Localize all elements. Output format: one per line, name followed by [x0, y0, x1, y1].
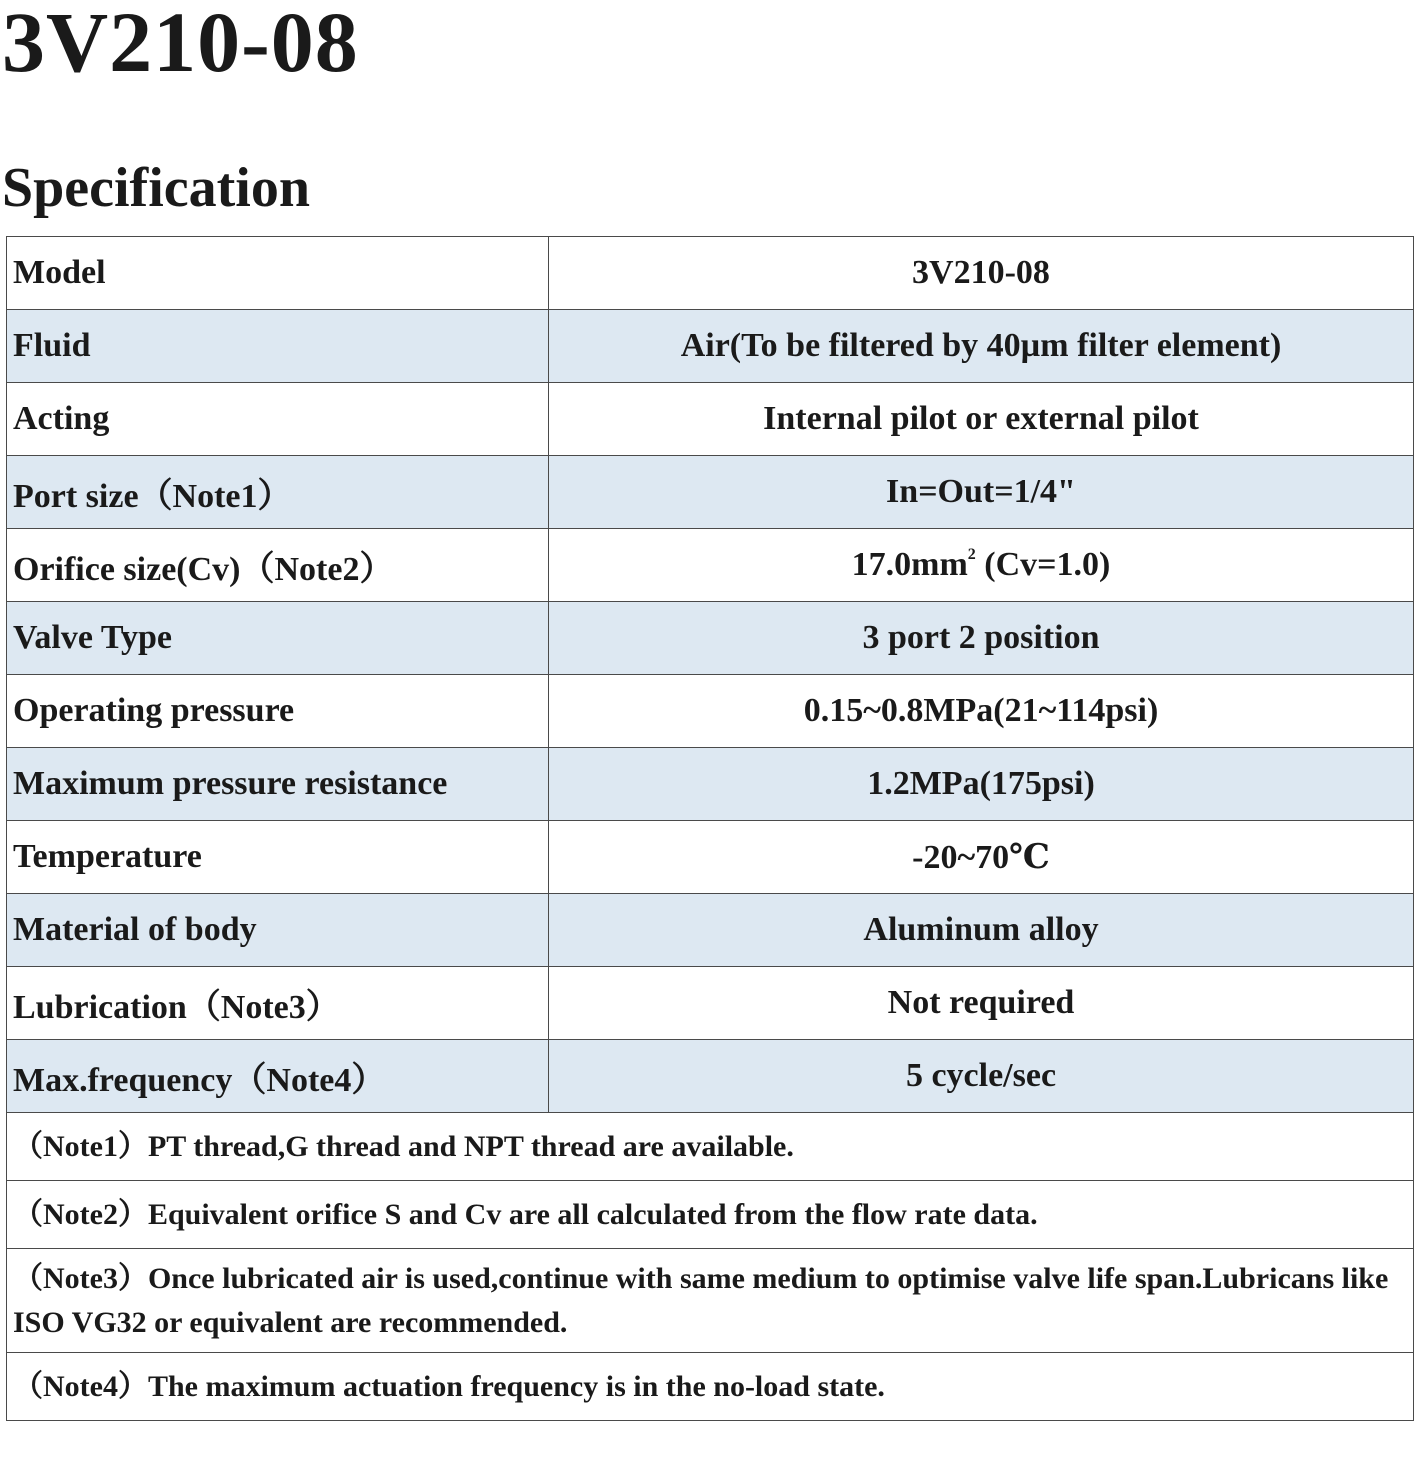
spec-label: Temperature [7, 821, 549, 894]
note-row-1 [7, 1113, 1414, 1181]
spec-row-acting [7, 383, 1414, 456]
spec-label: Fluid [7, 310, 549, 383]
spec-label: Acting [7, 383, 549, 456]
note-row-2 [7, 1181, 1414, 1249]
spec-value: Aluminum alloy [549, 894, 1414, 967]
spec-row-operating-pressure [7, 675, 1414, 748]
spec-value: Internal pilot or external pilot [549, 383, 1414, 456]
spec-row-temperature [7, 821, 1414, 894]
spec-label: Model [7, 237, 549, 310]
spec-row-valve-type [7, 602, 1414, 675]
spec-label: Max.frequency（Note4） [7, 1040, 549, 1113]
note-row-4 [7, 1353, 1414, 1421]
spec-row-model [7, 237, 1414, 310]
spec-value: 0.15~0.8MPa(21~114psi) [549, 675, 1414, 748]
spec-table [6, 236, 1414, 1421]
spec-value: Air(To be filtered by 40µm filter element) [549, 310, 1414, 383]
model-title: 3V210-08 [2, 0, 359, 90]
spec-label: Valve Type [7, 602, 549, 675]
spec-value: Not required [549, 967, 1414, 1040]
orifice-value-superscript: 2 [967, 545, 976, 563]
spec-label: Port size（Note1） [7, 456, 549, 529]
orifice-value-cv: (Cv=1.0) [975, 546, 1111, 583]
spec-value: 3V210-08 [549, 237, 1414, 310]
spec-label: Maximum pressure resistance [7, 748, 549, 821]
spec-label: Lubrication（Note3） [7, 967, 549, 1040]
note-text: （Note2）Equivalent orifice S and Cv are all calculated from the flow rate data. [7, 1181, 1414, 1249]
note-row-3 [7, 1249, 1414, 1353]
spec-value [549, 529, 1414, 602]
note-text: （Note1）PT thread,G thread and NPT thread are available. [7, 1113, 1414, 1181]
note-text: （Note3）Once lubricated air is used,continue with same medium to optimise valve life span.Lubricans like ISO VG32 or equivalent are recommended. [7, 1249, 1414, 1353]
spec-label: Material of body [7, 894, 549, 967]
spec-label: Operating pressure [7, 675, 549, 748]
spec-value: 5 cycle/sec [549, 1040, 1414, 1113]
spec-value: 3 port 2 position [549, 602, 1414, 675]
spec-value: -20~70℃ [549, 821, 1414, 894]
spec-row-max-pressure [7, 748, 1414, 821]
section-title: Specification [2, 157, 310, 219]
spec-row-port-size [7, 456, 1414, 529]
spec-row-orifice-size [7, 529, 1414, 602]
spec-value: 1.2MPa(175psi) [549, 748, 1414, 821]
spec-row-material [7, 894, 1414, 967]
spec-label: Orifice size(Cv)（Note2） [7, 529, 549, 602]
note-text: （Note4）The maximum actuation frequency is in the no-load state. [7, 1353, 1414, 1421]
spec-row-fluid [7, 310, 1414, 383]
spec-value: In=Out=1/4" [549, 456, 1414, 529]
spec-row-max-frequency [7, 1040, 1414, 1113]
orifice-value-main: 17.0mm [851, 546, 968, 583]
spec-row-lubrication [7, 967, 1414, 1040]
